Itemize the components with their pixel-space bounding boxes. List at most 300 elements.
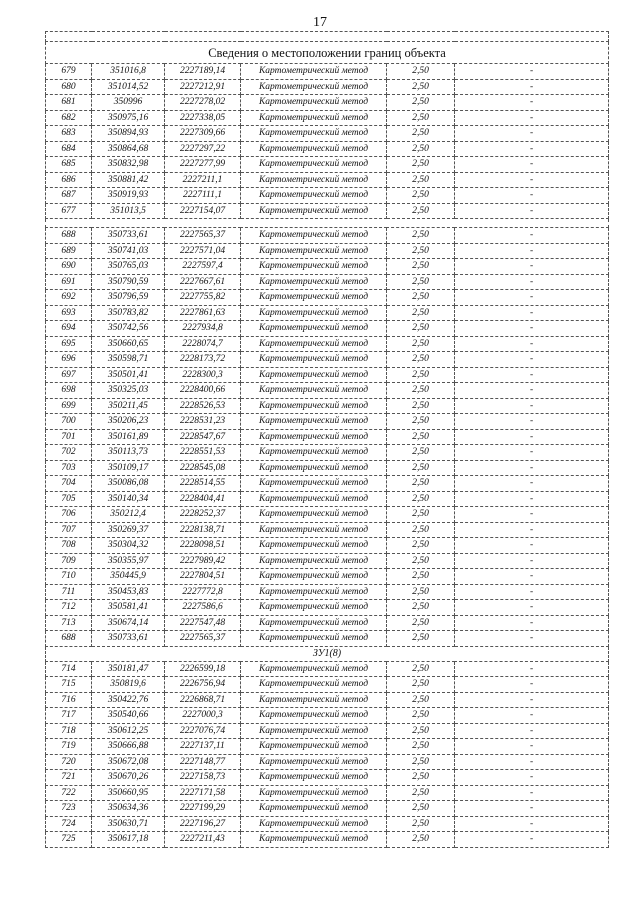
x-coordinate-cell: 350741,03 bbox=[92, 243, 165, 259]
method-cell: Картометрический метод bbox=[241, 429, 387, 445]
point-number-cell: 722 bbox=[46, 785, 92, 801]
table-row bbox=[46, 172, 609, 188]
table-row bbox=[46, 259, 609, 275]
accuracy-cell: 2,50 bbox=[387, 352, 455, 368]
x-coordinate-cell: 350109,17 bbox=[92, 460, 165, 476]
table-row bbox=[46, 336, 609, 352]
accuracy-cell: 2,50 bbox=[387, 553, 455, 569]
table-row bbox=[46, 739, 609, 755]
y-coordinate-cell: 2227804,51 bbox=[165, 569, 241, 585]
y-coordinate-cell: 2227772,8 bbox=[165, 584, 241, 600]
point-number-cell: 699 bbox=[46, 398, 92, 414]
description-cell: - bbox=[455, 203, 609, 219]
table-row bbox=[46, 305, 609, 321]
method-cell: Картометрический метод bbox=[241, 476, 387, 492]
method-cell: Картометрический метод bbox=[241, 600, 387, 616]
description-cell: - bbox=[455, 631, 609, 647]
point-number-cell: 686 bbox=[46, 172, 92, 188]
y-coordinate-cell: 2228551,53 bbox=[165, 445, 241, 461]
y-coordinate-cell: 2228531,23 bbox=[165, 414, 241, 430]
method-cell: Картометрический метод bbox=[241, 816, 387, 832]
x-coordinate-cell: 350612,25 bbox=[92, 723, 165, 739]
x-coordinate-cell: 350742,56 bbox=[92, 321, 165, 337]
y-coordinate-cell: 2226599,18 bbox=[165, 661, 241, 677]
method-cell: Картометрический метод bbox=[241, 259, 387, 275]
table-row bbox=[46, 383, 609, 399]
table-row bbox=[46, 243, 609, 259]
description-cell: - bbox=[455, 321, 609, 337]
accuracy-cell: 2,50 bbox=[387, 383, 455, 399]
description-cell: - bbox=[455, 569, 609, 585]
point-number-cell: 690 bbox=[46, 259, 92, 275]
method-cell: Картометрический метод bbox=[241, 677, 387, 693]
description-cell: - bbox=[455, 739, 609, 755]
description-cell: - bbox=[455, 476, 609, 492]
x-coordinate-cell: 350630,71 bbox=[92, 816, 165, 832]
x-coordinate-cell: 350211,45 bbox=[92, 398, 165, 414]
x-coordinate-cell: 350086,08 bbox=[92, 476, 165, 492]
y-coordinate-cell: 2227212,91 bbox=[165, 79, 241, 95]
point-number-cell: 711 bbox=[46, 584, 92, 600]
point-number-cell: 687 bbox=[46, 188, 92, 204]
y-coordinate-cell: 2227571,04 bbox=[165, 243, 241, 259]
table-row bbox=[46, 553, 609, 569]
accuracy-cell: 2,50 bbox=[387, 445, 455, 461]
y-coordinate-cell: 2228514,55 bbox=[165, 476, 241, 492]
point-number-cell: 691 bbox=[46, 274, 92, 290]
point-number-cell: 713 bbox=[46, 615, 92, 631]
table-row bbox=[46, 507, 609, 523]
point-number-cell: 696 bbox=[46, 352, 92, 368]
accuracy-cell: 2,50 bbox=[387, 538, 455, 554]
method-cell: Картометрический метод bbox=[241, 491, 387, 507]
description-cell: - bbox=[455, 491, 609, 507]
method-cell: Картометрический метод bbox=[241, 754, 387, 770]
point-number-cell: 688 bbox=[46, 631, 92, 647]
x-coordinate-cell: 350181,47 bbox=[92, 661, 165, 677]
description-cell: - bbox=[455, 95, 609, 111]
description-cell: - bbox=[455, 816, 609, 832]
x-coordinate-cell: 350674,14 bbox=[92, 615, 165, 631]
description-cell: - bbox=[455, 584, 609, 600]
y-coordinate-cell: 2227586,6 bbox=[165, 600, 241, 616]
y-coordinate-cell: 2228300,3 bbox=[165, 367, 241, 383]
y-coordinate-cell: 2227158,73 bbox=[165, 770, 241, 786]
table-row bbox=[46, 584, 609, 600]
x-coordinate-cell: 350501,41 bbox=[92, 367, 165, 383]
description-cell: - bbox=[455, 600, 609, 616]
point-number-cell: 693 bbox=[46, 305, 92, 321]
point-number-cell: 682 bbox=[46, 110, 92, 126]
accuracy-cell: 2,50 bbox=[387, 476, 455, 492]
accuracy-cell: 2,50 bbox=[387, 414, 455, 430]
x-coordinate-cell: 350161,89 bbox=[92, 429, 165, 445]
table-row bbox=[46, 692, 609, 708]
y-coordinate-cell: 2228138,71 bbox=[165, 522, 241, 538]
y-coordinate-cell: 2227199,29 bbox=[165, 801, 241, 817]
accuracy-cell: 2,50 bbox=[387, 243, 455, 259]
description-cell: - bbox=[455, 172, 609, 188]
point-number-cell: 689 bbox=[46, 243, 92, 259]
point-number-cell: 702 bbox=[46, 445, 92, 461]
point-number-cell: 701 bbox=[46, 429, 92, 445]
y-coordinate-cell: 2227111,1 bbox=[165, 188, 241, 204]
table-row bbox=[46, 274, 609, 290]
y-coordinate-cell: 2227755,82 bbox=[165, 290, 241, 306]
point-number-cell: 712 bbox=[46, 600, 92, 616]
table-row bbox=[46, 661, 609, 677]
y-coordinate-cell: 2227338,05 bbox=[165, 110, 241, 126]
y-coordinate-cell: 2228404,41 bbox=[165, 491, 241, 507]
y-coordinate-cell: 2228173,72 bbox=[165, 352, 241, 368]
accuracy-cell: 2,50 bbox=[387, 95, 455, 111]
method-cell: Картометрический метод bbox=[241, 243, 387, 259]
table-row bbox=[46, 538, 609, 554]
y-coordinate-cell: 2227565,37 bbox=[165, 631, 241, 647]
y-coordinate-cell: 2226868,71 bbox=[165, 692, 241, 708]
accuracy-cell: 2,50 bbox=[387, 522, 455, 538]
description-cell: - bbox=[455, 507, 609, 523]
point-number-cell: 681 bbox=[46, 95, 92, 111]
description-cell: - bbox=[455, 661, 609, 677]
method-cell: Картометрический метод bbox=[241, 95, 387, 111]
y-coordinate-cell: 2227076,74 bbox=[165, 723, 241, 739]
method-cell: Картометрический метод bbox=[241, 203, 387, 219]
x-coordinate-cell: 351013,5 bbox=[92, 203, 165, 219]
table-row bbox=[46, 290, 609, 306]
x-coordinate-cell: 350113,73 bbox=[92, 445, 165, 461]
accuracy-cell: 2,50 bbox=[387, 723, 455, 739]
x-coordinate-cell: 350864,68 bbox=[92, 141, 165, 157]
x-coordinate-cell: 350670,26 bbox=[92, 770, 165, 786]
y-coordinate-cell: 2227196,27 bbox=[165, 816, 241, 832]
method-cell: Картометрический метод bbox=[241, 538, 387, 554]
accuracy-cell: 2,50 bbox=[387, 460, 455, 476]
point-number-cell: 692 bbox=[46, 290, 92, 306]
accuracy-cell: 2,50 bbox=[387, 569, 455, 585]
x-coordinate-cell: 350581,41 bbox=[92, 600, 165, 616]
method-cell: Картометрический метод bbox=[241, 228, 387, 244]
method-cell: Картометрический метод bbox=[241, 770, 387, 786]
description-cell: - bbox=[455, 754, 609, 770]
method-cell: Картометрический метод bbox=[241, 832, 387, 848]
method-cell: Картометрический метод bbox=[241, 414, 387, 430]
accuracy-cell: 2,50 bbox=[387, 274, 455, 290]
table-row bbox=[46, 615, 609, 631]
point-number-cell: 683 bbox=[46, 126, 92, 142]
accuracy-cell: 2,50 bbox=[387, 188, 455, 204]
accuracy-cell: 2,50 bbox=[387, 661, 455, 677]
accuracy-cell: 2,50 bbox=[387, 507, 455, 523]
description-cell: - bbox=[455, 243, 609, 259]
y-coordinate-cell: 2227211,43 bbox=[165, 832, 241, 848]
accuracy-cell: 2,50 bbox=[387, 157, 455, 173]
x-coordinate-cell: 350919,93 bbox=[92, 188, 165, 204]
point-number-cell: 680 bbox=[46, 79, 92, 95]
method-cell: Картометрический метод bbox=[241, 723, 387, 739]
point-number-cell: 723 bbox=[46, 801, 92, 817]
x-coordinate-cell: 351014,52 bbox=[92, 79, 165, 95]
description-cell: - bbox=[455, 553, 609, 569]
table-row bbox=[46, 522, 609, 538]
method-cell: Картометрический метод bbox=[241, 785, 387, 801]
description-cell: - bbox=[455, 414, 609, 430]
description-cell: - bbox=[455, 290, 609, 306]
accuracy-cell: 2,50 bbox=[387, 631, 455, 647]
method-cell: Картометрический метод bbox=[241, 739, 387, 755]
y-coordinate-cell: 2227000,3 bbox=[165, 708, 241, 724]
accuracy-cell: 2,50 bbox=[387, 305, 455, 321]
x-coordinate-cell: 350733,61 bbox=[92, 228, 165, 244]
table-row bbox=[46, 754, 609, 770]
x-coordinate-cell: 350325,03 bbox=[92, 383, 165, 399]
point-number-cell: 708 bbox=[46, 538, 92, 554]
table-row bbox=[46, 770, 609, 786]
point-number-cell: 706 bbox=[46, 507, 92, 523]
description-cell: - bbox=[455, 522, 609, 538]
section-label: ЗУ1(8) bbox=[46, 646, 609, 661]
table-row bbox=[46, 79, 609, 95]
table-row bbox=[46, 816, 609, 832]
x-coordinate-cell: 350445,9 bbox=[92, 569, 165, 585]
point-number-cell: 717 bbox=[46, 708, 92, 724]
method-cell: Картометрический метод bbox=[241, 692, 387, 708]
description-cell: - bbox=[455, 615, 609, 631]
description-cell: - bbox=[455, 110, 609, 126]
method-cell: Картометрический метод bbox=[241, 141, 387, 157]
method-cell: Картометрический метод bbox=[241, 126, 387, 142]
method-cell: Картометрический метод bbox=[241, 336, 387, 352]
table-row bbox=[46, 708, 609, 724]
x-coordinate-cell: 350819,6 bbox=[92, 677, 165, 693]
table-row bbox=[46, 476, 609, 492]
accuracy-cell: 2,50 bbox=[387, 785, 455, 801]
accuracy-cell: 2,50 bbox=[387, 172, 455, 188]
accuracy-cell: 2,50 bbox=[387, 708, 455, 724]
table-row bbox=[46, 188, 609, 204]
page-number: 17 bbox=[313, 15, 327, 30]
point-number-cell: 700 bbox=[46, 414, 92, 430]
description-cell: - bbox=[455, 723, 609, 739]
table-row bbox=[46, 491, 609, 507]
table-row bbox=[46, 64, 609, 80]
section-label-row bbox=[46, 646, 609, 661]
y-coordinate-cell: 2227154,07 bbox=[165, 203, 241, 219]
y-coordinate-cell: 2227137,11 bbox=[165, 739, 241, 755]
description-cell: - bbox=[455, 708, 609, 724]
point-number-cell: 684 bbox=[46, 141, 92, 157]
description-cell: - bbox=[455, 305, 609, 321]
point-number-cell: 719 bbox=[46, 739, 92, 755]
description-cell: - bbox=[455, 801, 609, 817]
y-coordinate-cell: 2227189,14 bbox=[165, 64, 241, 80]
accuracy-cell: 2,50 bbox=[387, 79, 455, 95]
description-cell: - bbox=[455, 692, 609, 708]
x-coordinate-cell: 350422,76 bbox=[92, 692, 165, 708]
x-coordinate-cell: 350666,88 bbox=[92, 739, 165, 755]
x-coordinate-cell: 350269,37 bbox=[92, 522, 165, 538]
method-cell: Картометрический метод bbox=[241, 460, 387, 476]
x-coordinate-cell: 350894,93 bbox=[92, 126, 165, 142]
accuracy-cell: 2,50 bbox=[387, 600, 455, 616]
description-cell: - bbox=[455, 398, 609, 414]
point-number-cell: 688 bbox=[46, 228, 92, 244]
x-coordinate-cell: 350881,42 bbox=[92, 172, 165, 188]
table-row bbox=[46, 126, 609, 142]
method-cell: Картометрический метод bbox=[241, 569, 387, 585]
x-coordinate-cell: 350355,97 bbox=[92, 553, 165, 569]
description-cell: - bbox=[455, 429, 609, 445]
accuracy-cell: 2,50 bbox=[387, 110, 455, 126]
accuracy-cell: 2,50 bbox=[387, 491, 455, 507]
table-row bbox=[46, 95, 609, 111]
accuracy-cell: 2,50 bbox=[387, 739, 455, 755]
x-coordinate-cell: 350672,08 bbox=[92, 754, 165, 770]
accuracy-cell: 2,50 bbox=[387, 259, 455, 275]
coordinates-sheet bbox=[45, 31, 608, 848]
table-row bbox=[46, 228, 609, 244]
table-row bbox=[46, 321, 609, 337]
method-cell: Картометрический метод bbox=[241, 631, 387, 647]
y-coordinate-cell: 2227597,4 bbox=[165, 259, 241, 275]
method-cell: Картометрический метод bbox=[241, 290, 387, 306]
method-cell: Картометрический метод bbox=[241, 801, 387, 817]
description-cell: - bbox=[455, 832, 609, 848]
description-cell: - bbox=[455, 274, 609, 290]
point-number-cell: 679 bbox=[46, 64, 92, 80]
method-cell: Картометрический метод bbox=[241, 110, 387, 126]
x-coordinate-cell: 350304,32 bbox=[92, 538, 165, 554]
method-cell: Картометрический метод bbox=[241, 188, 387, 204]
method-cell: Картометрический метод bbox=[241, 383, 387, 399]
table-row bbox=[46, 677, 609, 693]
x-coordinate-cell: 350765,03 bbox=[92, 259, 165, 275]
y-coordinate-cell: 2227148,77 bbox=[165, 754, 241, 770]
accuracy-cell: 2,50 bbox=[387, 615, 455, 631]
method-cell: Картометрический метод bbox=[241, 321, 387, 337]
x-coordinate-cell: 350617,18 bbox=[92, 832, 165, 848]
method-cell: Картометрический метод bbox=[241, 661, 387, 677]
accuracy-cell: 2,50 bbox=[387, 141, 455, 157]
y-coordinate-cell: 2228252,37 bbox=[165, 507, 241, 523]
y-coordinate-cell: 2227989,42 bbox=[165, 553, 241, 569]
x-coordinate-cell: 350206,23 bbox=[92, 414, 165, 430]
method-cell: Картометрический метод bbox=[241, 157, 387, 173]
y-coordinate-cell: 2227934,8 bbox=[165, 321, 241, 337]
table-row bbox=[46, 445, 609, 461]
description-cell: - bbox=[455, 141, 609, 157]
accuracy-cell: 2,50 bbox=[387, 64, 455, 80]
table-row bbox=[46, 141, 609, 157]
point-number-cell: 720 bbox=[46, 754, 92, 770]
method-cell: Картометрический метод bbox=[241, 172, 387, 188]
accuracy-cell: 2,50 bbox=[387, 228, 455, 244]
accuracy-cell: 2,50 bbox=[387, 801, 455, 817]
table-row bbox=[46, 801, 609, 817]
method-cell: Картометрический метод bbox=[241, 522, 387, 538]
y-coordinate-cell: 2227278,02 bbox=[165, 95, 241, 111]
accuracy-cell: 2,50 bbox=[387, 429, 455, 445]
table-row bbox=[46, 367, 609, 383]
point-number-cell: 710 bbox=[46, 569, 92, 585]
point-number-cell: 677 bbox=[46, 203, 92, 219]
x-coordinate-cell: 350212,4 bbox=[92, 507, 165, 523]
method-cell: Картометрический метод bbox=[241, 615, 387, 631]
point-number-cell: 715 bbox=[46, 677, 92, 693]
description-cell: - bbox=[455, 188, 609, 204]
method-cell: Картометрический метод bbox=[241, 507, 387, 523]
point-number-cell: 709 bbox=[46, 553, 92, 569]
accuracy-cell: 2,50 bbox=[387, 126, 455, 142]
method-cell: Картометрический метод bbox=[241, 553, 387, 569]
point-number-cell: 695 bbox=[46, 336, 92, 352]
table-row bbox=[46, 203, 609, 219]
description-cell: - bbox=[455, 228, 609, 244]
method-cell: Картометрический метод bbox=[241, 398, 387, 414]
x-coordinate-cell: 350660,65 bbox=[92, 336, 165, 352]
x-coordinate-cell: 351016,8 bbox=[92, 64, 165, 80]
x-coordinate-cell: 350996 bbox=[92, 95, 165, 111]
x-coordinate-cell: 350733,61 bbox=[92, 631, 165, 647]
y-coordinate-cell: 2227309,66 bbox=[165, 126, 241, 142]
y-coordinate-cell: 2228526,53 bbox=[165, 398, 241, 414]
accuracy-cell: 2,50 bbox=[387, 290, 455, 306]
table-row bbox=[46, 569, 609, 585]
y-coordinate-cell: 2228545,08 bbox=[165, 460, 241, 476]
point-number-cell: 694 bbox=[46, 321, 92, 337]
description-cell: - bbox=[455, 538, 609, 554]
point-number-cell: 705 bbox=[46, 491, 92, 507]
method-cell: Картометрический метод bbox=[241, 445, 387, 461]
point-number-cell: 704 bbox=[46, 476, 92, 492]
table-header-blank-row bbox=[46, 32, 609, 42]
y-coordinate-cell: 2228547,67 bbox=[165, 429, 241, 445]
accuracy-cell: 2,50 bbox=[387, 754, 455, 770]
point-number-cell: 724 bbox=[46, 816, 92, 832]
x-coordinate-cell: 350975,16 bbox=[92, 110, 165, 126]
description-cell: - bbox=[455, 460, 609, 476]
description-cell: - bbox=[455, 64, 609, 80]
table-row bbox=[46, 600, 609, 616]
y-coordinate-cell: 2228074,7 bbox=[165, 336, 241, 352]
table-row bbox=[46, 429, 609, 445]
point-number-cell: 703 bbox=[46, 460, 92, 476]
x-coordinate-cell: 350660,95 bbox=[92, 785, 165, 801]
table-row bbox=[46, 110, 609, 126]
accuracy-cell: 2,50 bbox=[387, 770, 455, 786]
point-number-cell: 698 bbox=[46, 383, 92, 399]
description-cell: - bbox=[455, 352, 609, 368]
table-row bbox=[46, 352, 609, 368]
y-coordinate-cell: 2228098,51 bbox=[165, 538, 241, 554]
y-coordinate-cell: 2226756,94 bbox=[165, 677, 241, 693]
description-cell: - bbox=[455, 383, 609, 399]
point-number-cell: 716 bbox=[46, 692, 92, 708]
description-cell: - bbox=[455, 367, 609, 383]
method-cell: Картометрический метод bbox=[241, 584, 387, 600]
table-row bbox=[46, 414, 609, 430]
group-separator-row bbox=[46, 219, 609, 228]
point-number-cell: 707 bbox=[46, 522, 92, 538]
x-coordinate-cell: 350796,59 bbox=[92, 290, 165, 306]
accuracy-cell: 2,50 bbox=[387, 367, 455, 383]
method-cell: Картометрический метод bbox=[241, 79, 387, 95]
point-number-cell: 718 bbox=[46, 723, 92, 739]
table-row bbox=[46, 723, 609, 739]
accuracy-cell: 2,50 bbox=[387, 336, 455, 352]
y-coordinate-cell: 2227547,48 bbox=[165, 615, 241, 631]
method-cell: Картометрический метод bbox=[241, 367, 387, 383]
